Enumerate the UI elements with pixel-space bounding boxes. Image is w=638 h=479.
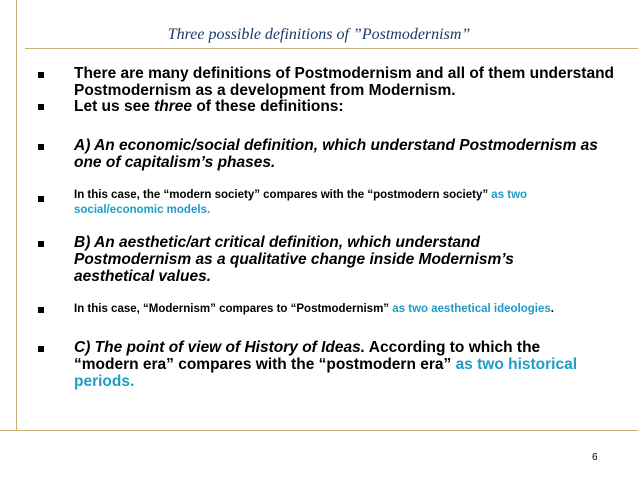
bullet-icon [38, 104, 44, 110]
left-border-line [16, 0, 17, 430]
footer-divider-line [0, 430, 638, 431]
bullet-icon [38, 72, 44, 78]
bullet-item-3: A) An economic/social definition, which understand Postmodernism as one of capitalism’s phases. [74, 137, 598, 171]
bullet-item-2: Let us see three of these definitions: [74, 98, 344, 115]
bullet-icon [38, 307, 44, 313]
bullet-item-4: In this case, the “modern society” compares with the “postmodern society” as two social/economic models. [74, 189, 528, 216]
bullet-item-6: In this case, “Modernism” compares to “Postmodernism” as two aesthetical ideologies. [74, 303, 554, 315]
slide-title: Three possible definitions of ”Postmodernism” [167, 26, 471, 43]
page-number: 6 [592, 452, 598, 463]
bullet-icon [38, 241, 44, 247]
bullet-item-1: There are many definitions of Postmodernism and all of them understand Postmodernism as a development from Modernism. [74, 65, 615, 99]
title-divider-line [25, 48, 638, 49]
bullet-item-7: C) The point of view of History of Ideas. According to which the “modern era” compares with the “postmodern era” as two historical periods. [74, 339, 578, 390]
bullet-icon [38, 144, 44, 150]
bullet-icon [38, 196, 44, 202]
bullet-item-5: B) An aesthetic/art critical definition, which understand Postmodernism as a qualitative change inside Modernism’s aesthetical values. [74, 234, 514, 285]
bullet-icon [38, 346, 44, 352]
